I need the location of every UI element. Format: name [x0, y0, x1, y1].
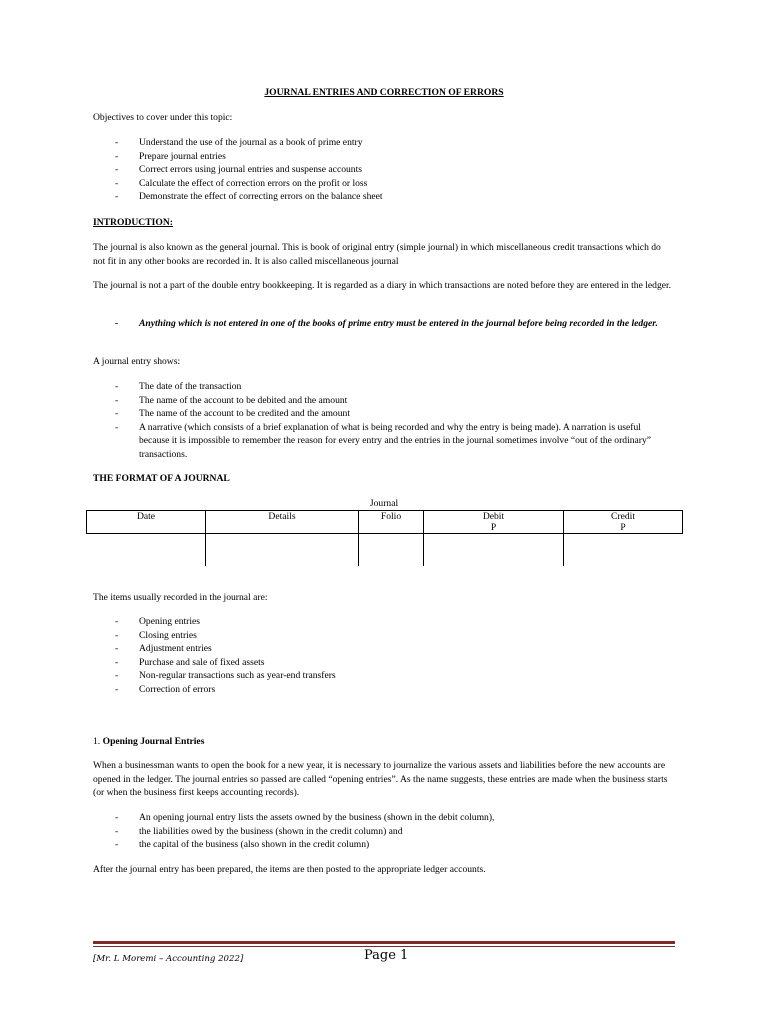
- column-folio: Folio: [359, 511, 424, 534]
- bullet-dash: -: [115, 839, 119, 850]
- bullet-dash: -: [115, 825, 119, 837]
- bullet-dash: -: [115, 643, 119, 654]
- format-heading: THE FORMAT OF A JOURNAL: [93, 473, 230, 484]
- list-item: - Prepare journal entries: [115, 150, 226, 162]
- footer-rule-thick: [93, 941, 675, 944]
- list-item: - The name of the account to be credited and the amount: [115, 408, 350, 419]
- intro-paragraph-2: The journal is not a part of the double entry bookkeeping. It is regarded as a diary in which transactions are noted before they are entered in the ledger.: [93, 280, 672, 291]
- bullet-dash: -: [115, 616, 119, 627]
- column-details: Details: [206, 511, 359, 534]
- items-list: [93, 615, 673, 696]
- list-item: - The name of the account to be debited and the amount: [115, 394, 348, 406]
- bullet-dash: -: [115, 656, 119, 668]
- intro-emphasis: Anything which is not entered in one of the books of prime entry must be entered in the journal before being recorded in the ledger.: [139, 318, 658, 329]
- bullet-dash: -: [115, 150, 119, 162]
- objectives-list: [93, 136, 673, 204]
- footer-author: [Mr. L Moremi – Accounting 2022]: [93, 954, 244, 964]
- intro-emphasis-list: [93, 317, 673, 331]
- bullet-dash: -: [115, 318, 119, 329]
- section-1-paragraph-1: When a businessman wants to open the book for a new year, it is necessary to journalize the various assets and liabilities before the new accounts are opened in the ledger. The journal entries so passed are called “opening entries”. As the name suggests, these entries are made when the business starts (or when the business first keeps accounting records).: [93, 760, 668, 798]
- list-item: - Correct errors using journal entries and suspense accounts: [115, 164, 362, 175]
- section-1-heading: [93, 735, 673, 749]
- bullet-dash: -: [115, 421, 119, 433]
- bullet-dash: -: [115, 137, 119, 148]
- column-debit: Debit P: [424, 511, 564, 534]
- bullet-dash: -: [115, 164, 119, 175]
- list-item: [93, 317, 673, 331]
- bullet-dash: -: [115, 629, 119, 641]
- table-cell: [564, 534, 683, 567]
- list-item: - Closing entries: [115, 629, 197, 641]
- list-item: - Correction of errors: [115, 683, 216, 695]
- items-intro: The items usually recorded in the journal are:: [93, 592, 268, 603]
- column-credit: Credit P: [564, 511, 683, 534]
- list-item: - An opening journal entry lists the assets owned by the business (shown in the debit column),: [115, 812, 495, 823]
- document-title: JOURNAL ENTRIES AND CORRECTION OF ERRORS: [264, 87, 504, 98]
- journal-table: [86, 510, 683, 566]
- journal-caption: Journal: [369, 498, 399, 509]
- bullet-dash: -: [115, 381, 119, 392]
- bullet-dash: -: [115, 177, 119, 189]
- section-1-number: 1.: [93, 736, 101, 747]
- list-item: - Purchase and sale of fixed assets: [115, 656, 265, 668]
- list-item: - Opening entries: [115, 616, 201, 627]
- list-item: - Demonstrate the effect of correcting errors on the balance sheet: [115, 191, 383, 202]
- table-cell: [424, 534, 564, 567]
- footer-rule-thin: [93, 946, 675, 947]
- table-header-row: [87, 511, 683, 534]
- bullet-dash: -: [115, 191, 119, 202]
- section-1-paragraph-2: After the journal entry has been prepared, the items are then posted to the appropriate ledger accounts.: [93, 864, 486, 875]
- bullet-dash: -: [115, 670, 119, 681]
- table-cell: [206, 534, 359, 567]
- list-item: - A narrative (which consists of a brief explanation of what is being recorded and why the entry is being made). A narration is useful because it is impossible to remember the reason for every entry and the entries in the journal sometimes involve “out of the ordinary” transactions.: [115, 421, 652, 460]
- bullet-dash: -: [115, 408, 119, 419]
- table-row: [87, 534, 683, 567]
- list-item: - Calculate the effect of correction errors on the profit or loss: [115, 177, 368, 189]
- debit-currency: P: [490, 522, 497, 533]
- list-item: - Non-regular transactions such as year-end transfers: [115, 670, 336, 681]
- intro-paragraph-1: The journal is also known as the general journal. This is book of original entry (simple journal) in which miscellaneous credit transactions which do not fit in any other books are recorded in. It is also called miscellaneous journal: [93, 242, 661, 267]
- bullet-dash: -: [115, 812, 119, 823]
- bullet-dash: -: [115, 683, 119, 695]
- entry-shows-list: [93, 380, 673, 461]
- list-item: - Understand the use of the journal as a book of prime entry: [115, 137, 363, 148]
- credit-currency: P: [620, 522, 626, 533]
- page-number: Page 1: [364, 948, 409, 963]
- table-cell: [87, 534, 206, 567]
- table-cell: [359, 534, 424, 567]
- objectives-intro: Objectives to cover under this topic:: [93, 112, 233, 123]
- column-date: Date: [87, 511, 206, 534]
- section-1-title: Opening Journal Entries: [102, 736, 205, 747]
- list-item: - Adjustment entries: [115, 643, 212, 654]
- list-item: - the capital of the business (also shown in the credit column): [115, 839, 370, 850]
- list-item: - the liabilities owed by the business (shown in the credit column) and: [115, 825, 403, 837]
- list-item: - The date of the transaction: [115, 381, 242, 392]
- introduction-heading: INTRODUCTION:: [93, 217, 173, 228]
- section-1-points: [93, 811, 673, 852]
- entry-shows-intro: A journal entry shows:: [93, 356, 181, 367]
- bullet-dash: -: [115, 394, 119, 406]
